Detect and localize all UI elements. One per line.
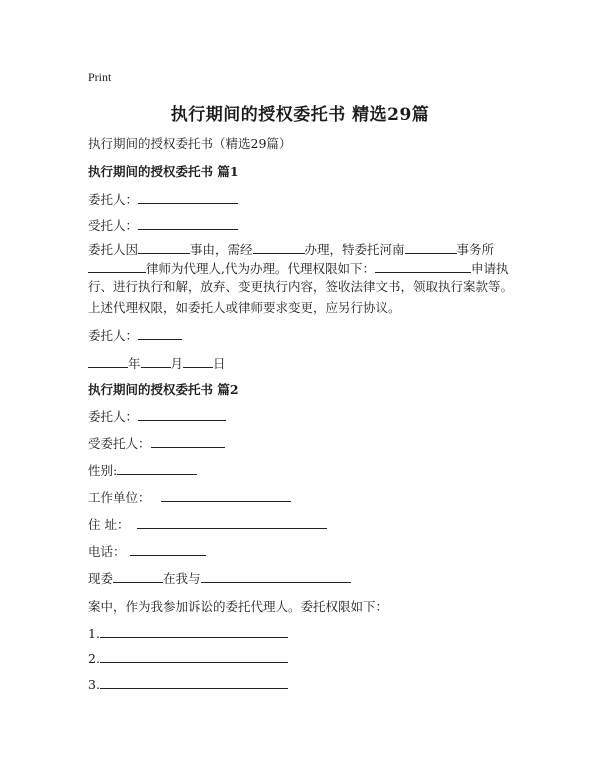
agent-blank (138, 216, 238, 230)
item-number: 1. (88, 626, 100, 641)
entrust-blank-1 (113, 569, 163, 583)
principal-line (88, 190, 238, 208)
blank (88, 259, 146, 273)
item-blank (100, 624, 288, 638)
principal-blank (138, 190, 238, 204)
para-text: 委托人因 (88, 242, 139, 257)
para-text: 事由，需经 (190, 242, 253, 257)
address-blank (137, 515, 327, 529)
sign-blank (138, 326, 182, 340)
s2-agent-label: 受委托人： (88, 436, 151, 451)
para-text: 申请执行、进行执行和解，放弃、变更执行内容，签收法律文书，领取执行案款等。 (88, 261, 514, 294)
gender-blank (117, 461, 197, 475)
phone-label: 电话： (88, 544, 126, 559)
day-label: 日 (213, 356, 226, 371)
date-line (88, 354, 226, 372)
gender-line (88, 461, 197, 479)
blank (375, 259, 471, 273)
agent-line (88, 216, 238, 234)
year-label: 年 (128, 356, 141, 371)
blank (405, 240, 457, 254)
gender-label: 性别: (88, 463, 118, 478)
month-blank (141, 354, 171, 368)
para-text: 事务所 (456, 242, 495, 257)
document-title: 执行期间的授权委托书 精选29篇 (170, 105, 430, 125)
entrust-blank-2 (201, 569, 351, 583)
authority-item-2 (88, 649, 288, 666)
para-text: 律师为代理人,代为办理。代理权限如下： (146, 261, 375, 276)
entrust-line (88, 569, 351, 587)
authority-item-1 (88, 624, 288, 641)
month-label: 月 (170, 356, 184, 371)
phone-blank (130, 542, 206, 556)
sign-label: 委托人： (88, 328, 139, 343)
section1-heading: 执行期间的授权委托书 篇1 (88, 164, 239, 179)
signature-line (88, 326, 182, 344)
principal-label: 委托人： (88, 192, 139, 207)
entrust-text-b: 在我与 (163, 571, 201, 586)
item-blank (100, 649, 288, 663)
agent-label: 受托人： (88, 218, 139, 233)
para-text: 办理，特委托河南 (304, 242, 405, 257)
s2-principal-blank (138, 407, 226, 421)
section2-heading: 执行期间的授权委托书 篇2 (88, 382, 239, 397)
blank (138, 240, 190, 254)
year-blank (88, 354, 128, 368)
s2-principal-label: 委托人： (88, 409, 139, 424)
item-number: 2. (88, 651, 100, 666)
day-blank (183, 354, 213, 368)
document-subtitle: 执行期间的授权委托书（精选29篇） (88, 136, 292, 151)
case-line: 案中，作为我参加诉讼的委托代理人。委托权限如下： (88, 599, 389, 614)
s2-agent-blank (151, 434, 225, 448)
employer-line (88, 488, 291, 506)
item-blank (100, 675, 288, 689)
s2-principal-line (88, 407, 226, 425)
employer-label: 工作单位： (88, 490, 151, 505)
print-link[interactable]: Print (88, 70, 112, 84)
change-notice: 上述代理权限，如委托人或律师要求变更，应另行协议。 (88, 300, 401, 315)
blank (253, 240, 305, 254)
phone-line (88, 542, 206, 560)
entrust-text-a: 现委 (88, 571, 114, 586)
address-line (88, 515, 327, 533)
item-number: 3. (88, 677, 100, 692)
address-label: 住 址： (88, 517, 130, 532)
authority-item-3 (88, 675, 288, 692)
s2-agent-line (88, 434, 225, 452)
authorization-paragraph (88, 240, 518, 296)
employer-blank (161, 488, 291, 502)
